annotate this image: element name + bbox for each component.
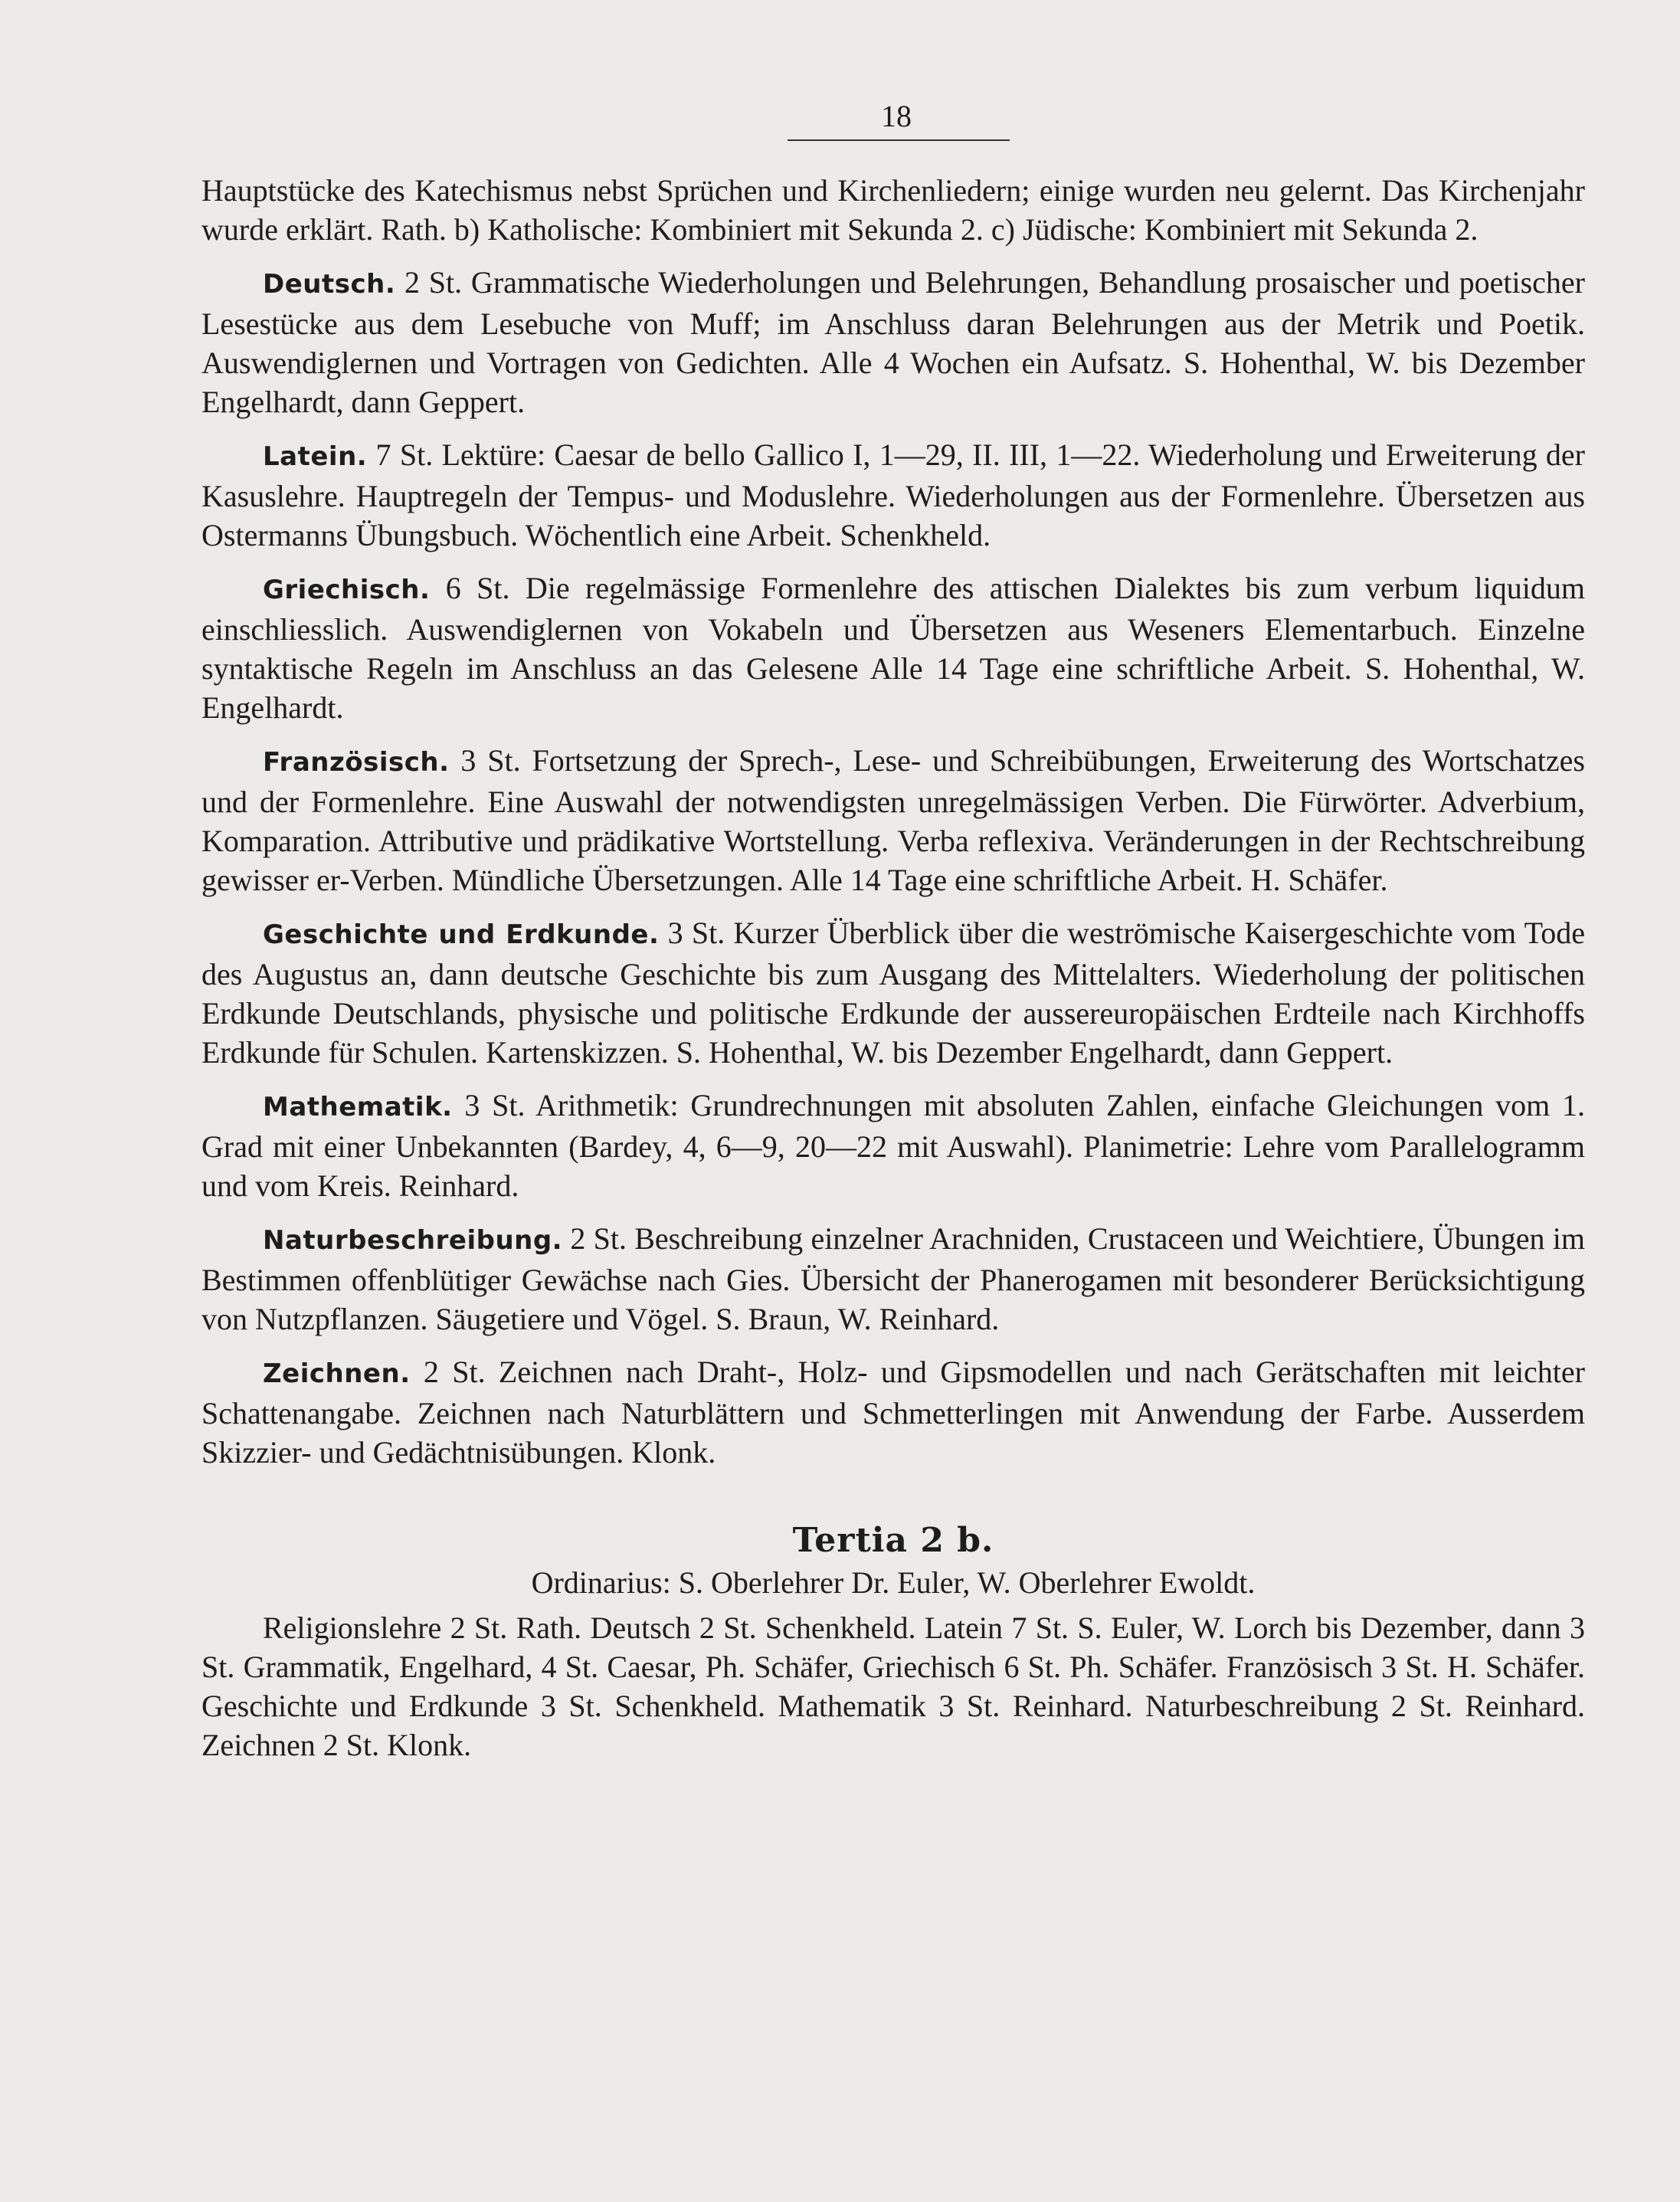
page-number: 18	[881, 99, 912, 133]
paragraph-zeichnen	[201, 1352, 1585, 1472]
paragraph-franzoesisch	[201, 741, 1585, 899]
section-title: Tertia 2 b.	[792, 1521, 994, 1560]
subject-heading: Deutsch.	[263, 269, 396, 300]
subject-heading: Französisch.	[263, 747, 450, 778]
paragraph-mathematik	[201, 1086, 1585, 1205]
subject-heading: Geschichte und Erdkunde.	[263, 919, 660, 950]
paragraph-text: 3 St. Kurzer Überblick über die weströmische Kaisergeschichte vom Tode des Augustus an, dann deutsche Geschichte bis zum Ausgang des Mittelalters. Wiederholung der politischen Erdkunde Deutschlands, physische und politische Erdkunde der aussereuropäischen Erdteile nach Kirchhoffs Erdkunde für Schulen. Kartenskizzen. S. Hohenthal, W. bis Dezember Engelhardt, dann Geppert.	[201, 916, 1585, 1070]
page-body	[201, 171, 1585, 1778]
paragraph-religion-continued	[201, 171, 1585, 249]
paragraph-text: 2 St. Zeichnen nach Draht-, Holz- und Gipsmodellen und nach Gerätschaften mit leichter Schattenangabe. Zeichnen nach Naturblättern und Schmetterlingen mit Anwendung der Farbe. Ausserdem Skizzier- und Gedächtnisübungen. Klonk.	[201, 1355, 1585, 1470]
paragraph-text: 6 St. Die regelmässige Formenlehre des attischen Dialektes bis zum verbum liquidum einschliesslich. Auswendiglernen von Vokabeln und Übersetzen aus Weseners Elementarbuch. Einzelne syntaktische Regeln im Anschluss an das Gelesene Alle 14 Tage eine schriftliche Arbeit. S. Hohenthal, W. Engelhardt.	[201, 571, 1585, 725]
subject-heading: Latein.	[263, 441, 368, 472]
paragraph-text: Hauptstücke des Katechismus nebst Sprüchen und Kirchenliedern; einige wurden neu gelernt. Das Kirchenjahr wurde erklärt. Rath. b) Katholische: Kombiniert mit Sekunda 2. c) Jüdische: Kombiniert mit Sekunda 2.	[201, 173, 1585, 247]
section-teachers: Religionslehre 2 St. Rath. Deutsch 2 St. Schenkheld. Latein 7 St. S. Euler, W. Lorch bis Dezember, dann 3 St. Grammatik, Engelhard, 4 St. Caesar, Ph. Schäfer, Griechisch 6 St. Ph. Schäfer. Französisch 3 St. H. Schäfer. Geschichte und Erdkunde 3 St. Schenkheld. Mathematik 3 St. Reinhard. Naturbeschreibung 2 St. Reinhard. Zeichnen 2 St. Klonk.	[201, 1611, 1585, 1762]
paragraph-griechisch	[201, 569, 1585, 727]
paragraph-geschichte	[201, 913, 1585, 1072]
subject-heading: Mathematik.	[263, 1092, 453, 1122]
paragraph-latein	[201, 435, 1585, 555]
paragraph-text: 7 St. Lektüre: Caesar de bello Gallico I, 1—29, II. III, 1—22. Wiederholung und Erweiterung der Kasuslehre. Hauptregeln der Tempus- und Moduslehre. Wiederholungen aus der Formenlehre. Übersetzen aus Ostermanns Übungsbuch. Wöchentlich eine Arbeit. Schenkheld.	[201, 437, 1585, 552]
paragraph-text: 2 St. Grammatische Wiederholungen und Belehrungen, Behandlung prosaischer und poetischer Lesestücke aus dem Lesebuche von Muff; im Anschluss daran Belehrungen aus der Metrik und Poetik. Auswendiglernen und Vortragen von Gedichten. Alle 4 Wochen ein Aufsatz. S. Hohenthal, W. bis Dezember Engelhardt, dann Geppert.	[201, 265, 1585, 419]
paragraph-text: 3 St. Arithmetik: Grundrechnungen mit absoluten Zahlen, einfache Gleichungen vom 1. Grad mit einer Unbekannten (Bardey, 4, 6—9, 20—22 mit Auswahl). Planimetrie: Lehre vom Parallelogramm und vom Kreis. Reinhard.	[201, 1088, 1585, 1203]
paragraph-naturbeschreibung	[201, 1219, 1585, 1339]
subject-heading: Griechisch.	[263, 575, 431, 605]
paragraph-deutsch	[201, 263, 1585, 421]
subject-heading: Zeichnen.	[263, 1358, 411, 1389]
paragraph-text: 3 St. Fortsetzung der Sprech-, Lese- und Schreibübungen, Erweiterung des Wortschatzes und der Formenlehre. Eine Auswahl der notwendigsten unregelmässigen Verben. Die Fürwörter. Adverbium, Komparation. Attributive und prädikative Wortstellung. Verba reflexiva. Veränderungen in der Rechtschreibung gewisser er-Verben. Mündliche Übersetzungen. Alle 14 Tage eine schriftliche Arbeit. H. Schäfer.	[201, 743, 1585, 897]
subject-heading: Naturbeschreibung.	[263, 1225, 563, 1256]
section-ordinarius: Ordinarius: S. Oberlehrer Dr. Euler, W. Oberlehrer Ewoldt.	[531, 1565, 1256, 1600]
paragraph-text: 2 St. Beschreibung einzelner Arachniden, Crustaceen und Weichtiere, Übungen im Bestimmen offenblütiger Gewächse nach Gies. Übersicht der Phanerogamen mit besonderer Berücksichtigung von Nutzpflanzen. Säugetiere und Vögel. S. Braun, W. Reinhard.	[201, 1221, 1585, 1336]
page-number-rule	[788, 139, 1010, 141]
